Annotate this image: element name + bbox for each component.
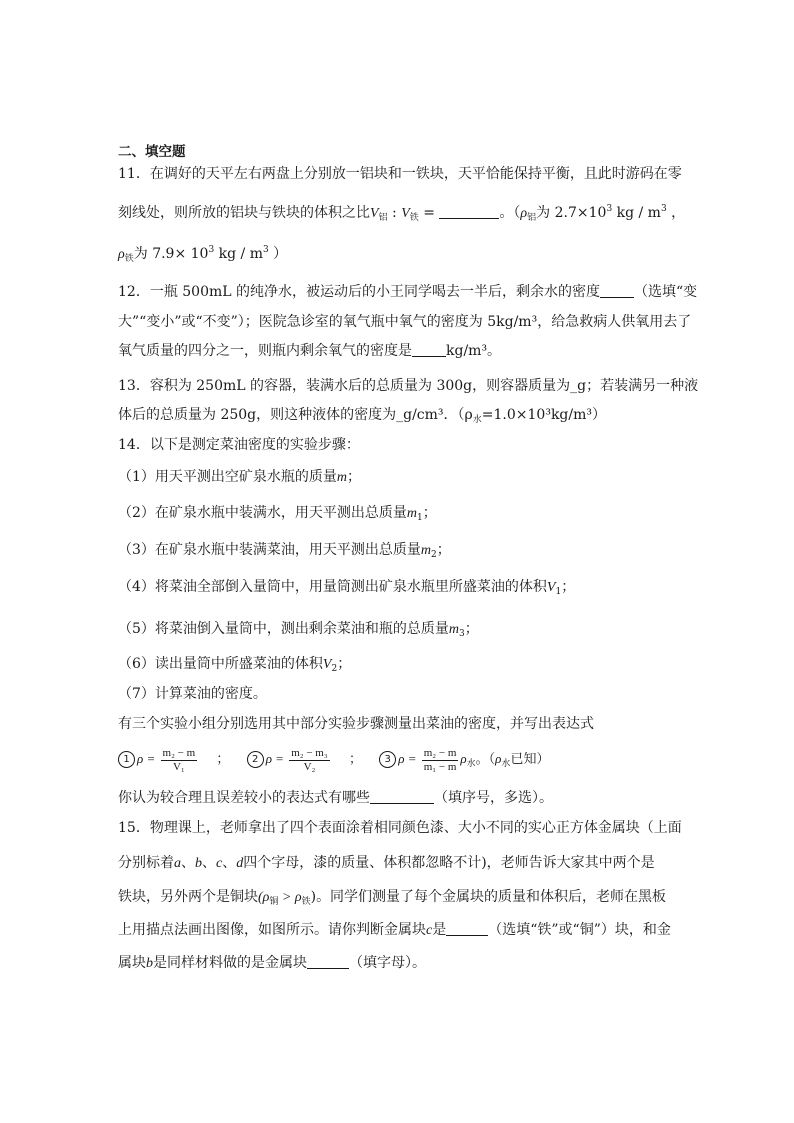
step-text: ； <box>337 656 352 672</box>
subscript: 1 <box>417 513 423 523</box>
q14-text: （填序号，多选）。 <box>434 790 553 806</box>
step-text: ； <box>422 505 437 521</box>
var-rho: ρ <box>460 751 467 766</box>
q14-formulas <box>118 744 549 778</box>
separator: ； <box>348 751 362 766</box>
sub-water: 水 <box>472 415 482 425</box>
q15-text: （填字母）。 <box>349 955 426 971</box>
fraction <box>422 747 459 774</box>
q15-text: 分别标着 <box>118 855 174 871</box>
q13-text: =1.0×10³kg/m³） <box>481 407 606 423</box>
sub-al: 铝 <box>527 213 537 223</box>
q15-text: 、 <box>202 855 216 871</box>
var-m: m <box>448 622 460 637</box>
q12-line-3 <box>118 341 501 361</box>
answer-blank[interactable] <box>439 204 499 219</box>
q11-line-1: 11．在调好的天平左右两盘上分别放一铝块和一铁块，天平恰能保持平衡，且此时游码在零 <box>118 166 682 182</box>
q12-line-1 <box>118 282 697 302</box>
sub-fe: 铁 <box>124 254 134 264</box>
var-v: V <box>401 206 410 221</box>
q11-text: 。（ <box>499 205 521 221</box>
fraction <box>161 747 198 774</box>
q14-step-7: （7）计算菜油的密度。 <box>118 686 267 702</box>
denominator: m₁ − m <box>423 760 457 773</box>
sub-water: 水 <box>466 758 476 768</box>
step-text: （1）用天平测出空矿泉水瓶的质量 <box>118 469 337 485</box>
exponent: 3 <box>660 204 667 214</box>
letter-c: c <box>216 856 223 871</box>
q15-line-1: 15．物理课上，老师拿出了四个表面涂着相同颜色漆、大小不同的实心正方体金属块（上面 <box>118 820 682 836</box>
letter-a: a <box>174 856 181 871</box>
sub-al: 铝 <box>378 213 388 223</box>
q15-line-5 <box>118 953 426 974</box>
separator: ； <box>216 751 230 766</box>
var-v: V <box>370 206 379 221</box>
var-rho: ρ <box>520 206 528 221</box>
q11-text: ， <box>666 205 686 221</box>
q15-text: （选填“铁”或“铜”）块，和金 <box>488 922 671 938</box>
step-text: ； <box>347 469 362 485</box>
q14-line-10 <box>118 788 553 808</box>
letter-c: c <box>426 923 433 938</box>
var-m: m <box>406 506 418 521</box>
section-title: 二、填空题 <box>118 144 186 160</box>
q12-line-2: 大”“变小”或“不变”）；医院急诊室的氧气瓶中氧气的密度为 5kg/m³，给急救病人供氧用去了 <box>118 314 692 330</box>
q11-line-3 <box>118 240 287 269</box>
q14-step-2 <box>118 503 437 528</box>
q11-text: ） <box>268 246 288 262</box>
equals: = <box>418 205 440 221</box>
q12-text: kg/m³。 <box>446 343 502 359</box>
exponent: 3 <box>208 245 215 255</box>
formula-text: 已知） <box>510 751 550 766</box>
answer-blank[interactable] <box>412 342 446 357</box>
q11-text: 为 2.7×10 <box>536 205 607 221</box>
q13-text: 体后的总质量为 250g，则这种液体的密度为_g/cm³．（ρ <box>118 407 473 423</box>
subscript: 1 <box>555 587 562 597</box>
subscript: 2 <box>331 664 338 674</box>
answer-blank[interactable] <box>370 789 434 804</box>
formula-lhs: ρ = <box>265 751 284 766</box>
ratio-colon: : <box>387 205 402 221</box>
formula-text: 。（ <box>475 751 496 766</box>
letter-b: b <box>146 956 153 971</box>
numerator: m₂ − m₃ <box>291 746 328 759</box>
q15-text: 、 <box>222 855 237 871</box>
sub-fe: 铁 <box>409 213 419 223</box>
var-rho: ρ <box>495 751 502 766</box>
var-v: V <box>322 657 332 672</box>
q14-step-3 <box>118 540 451 565</box>
sub-fe: 铁 <box>301 897 311 907</box>
q12-text: 氧气质量的四分之一，则瓶内剩余氧气的密度是 <box>118 343 412 359</box>
step-text: （4）将菜油全部倒入量筒中，用量筒测出矿泉水瓶里所盛菜油的体积 <box>118 579 547 595</box>
step-text: ； <box>561 579 576 595</box>
step-text: （5）将菜油倒入量筒中，测出剩余菜油和瓶的总质量 <box>118 621 449 637</box>
var-rho: ρ <box>118 247 125 262</box>
exponent: 3 <box>263 245 269 255</box>
q15-text: 是 <box>432 922 447 938</box>
q13-line-1: 13．容积为 250mL 的容器，装满水后的总质量为 300g，则容器质量为_g；若装满另一种液 <box>118 378 699 394</box>
q12-text: 12．一瓶 500mL 的纯净水，被运动后的小王同学喝去一半后，剩余水的密度 <box>118 284 601 300</box>
q12-text: （选填“变 <box>634 284 698 300</box>
circled-number: 1 <box>118 751 135 768</box>
var-rho: > ρ <box>278 890 302 905</box>
q15-line-3 <box>118 887 666 912</box>
subscript: 2 <box>431 550 437 560</box>
answer-blank[interactable] <box>446 921 488 936</box>
step-text: ； <box>464 621 479 637</box>
sub-water: 水 <box>501 758 511 768</box>
q15-text: 、 <box>181 855 195 871</box>
q15-text: 四个字母，漆的质量、体积都忽略不计)，老师告诉大家其中两个是 <box>243 855 655 871</box>
q14-step-5 <box>118 619 479 644</box>
q14-line-8: 有三个实验小组分别选用其中部分实验步骤测量出菜油的密度，并写出表达式 <box>118 716 594 732</box>
q15-text: 是同样材料做的是金属块 <box>153 955 307 971</box>
q11-line-2 <box>118 199 685 228</box>
q11-text: 为 7.9× 10 <box>133 246 209 262</box>
step-text: （3）在矿泉水瓶中装满菜油，用天平测出总质量 <box>118 542 421 558</box>
q15-line-4 <box>118 920 671 941</box>
answer-blank[interactable] <box>307 954 349 969</box>
q11-text: 刻线处，则所放的铝块与铁块的体积之比 <box>118 205 370 221</box>
q14-step-4 <box>118 577 575 602</box>
circled-number: 3 <box>379 751 396 768</box>
q15-text: 属块 <box>118 955 146 971</box>
exponent: 3 <box>606 204 613 214</box>
q13-line-2 <box>118 405 606 430</box>
var-m: m <box>336 470 348 485</box>
q14-intro: 14．以下是测定菜油密度的实验步骤： <box>118 437 360 453</box>
var-m: m <box>420 543 432 558</box>
unit-text: kg / m <box>214 246 263 262</box>
subscript: 3 <box>459 629 465 639</box>
q14-text: 你认为较合理且误差较小的表达式有哪些 <box>118 790 370 806</box>
numerator: m₂ − m <box>423 746 457 759</box>
step-text: （2）在矿泉水瓶中装满水，用天平测出总质量 <box>118 505 407 521</box>
q15-text: ) <box>310 889 317 905</box>
formula-lhs: ρ = <box>137 751 156 766</box>
q15-line-2 <box>118 853 655 874</box>
answer-blank[interactable] <box>600 283 634 298</box>
letter-b: b <box>195 856 202 871</box>
q14-step-6 <box>118 654 351 679</box>
step-text: （6）读出量筒中所盛菜油的体积 <box>118 656 323 672</box>
formula-lhs: ρ = <box>398 751 417 766</box>
denominator: V₁ <box>172 760 185 773</box>
q14-step-1 <box>118 467 361 488</box>
circled-number: 2 <box>247 751 264 768</box>
unit-text: kg / m <box>612 205 661 221</box>
numerator: m₂ − m <box>162 746 196 759</box>
letter-d: d <box>236 856 244 871</box>
q15-text: 上用描点法画出图像，如图所示。请你判断金属块 <box>118 922 426 938</box>
q15-text: 。同学们测量了每个金属块的质量和体积后，老师在黑板 <box>316 889 667 905</box>
var-rho: (ρ <box>258 890 270 905</box>
sub-cu: 铜 <box>269 897 279 907</box>
var-v: V <box>546 580 556 595</box>
q15-text: 铁块，另外两个是铜块 <box>118 889 258 905</box>
step-text: ； <box>436 542 451 558</box>
fraction <box>289 747 330 774</box>
denominator: V₂ <box>303 760 316 773</box>
